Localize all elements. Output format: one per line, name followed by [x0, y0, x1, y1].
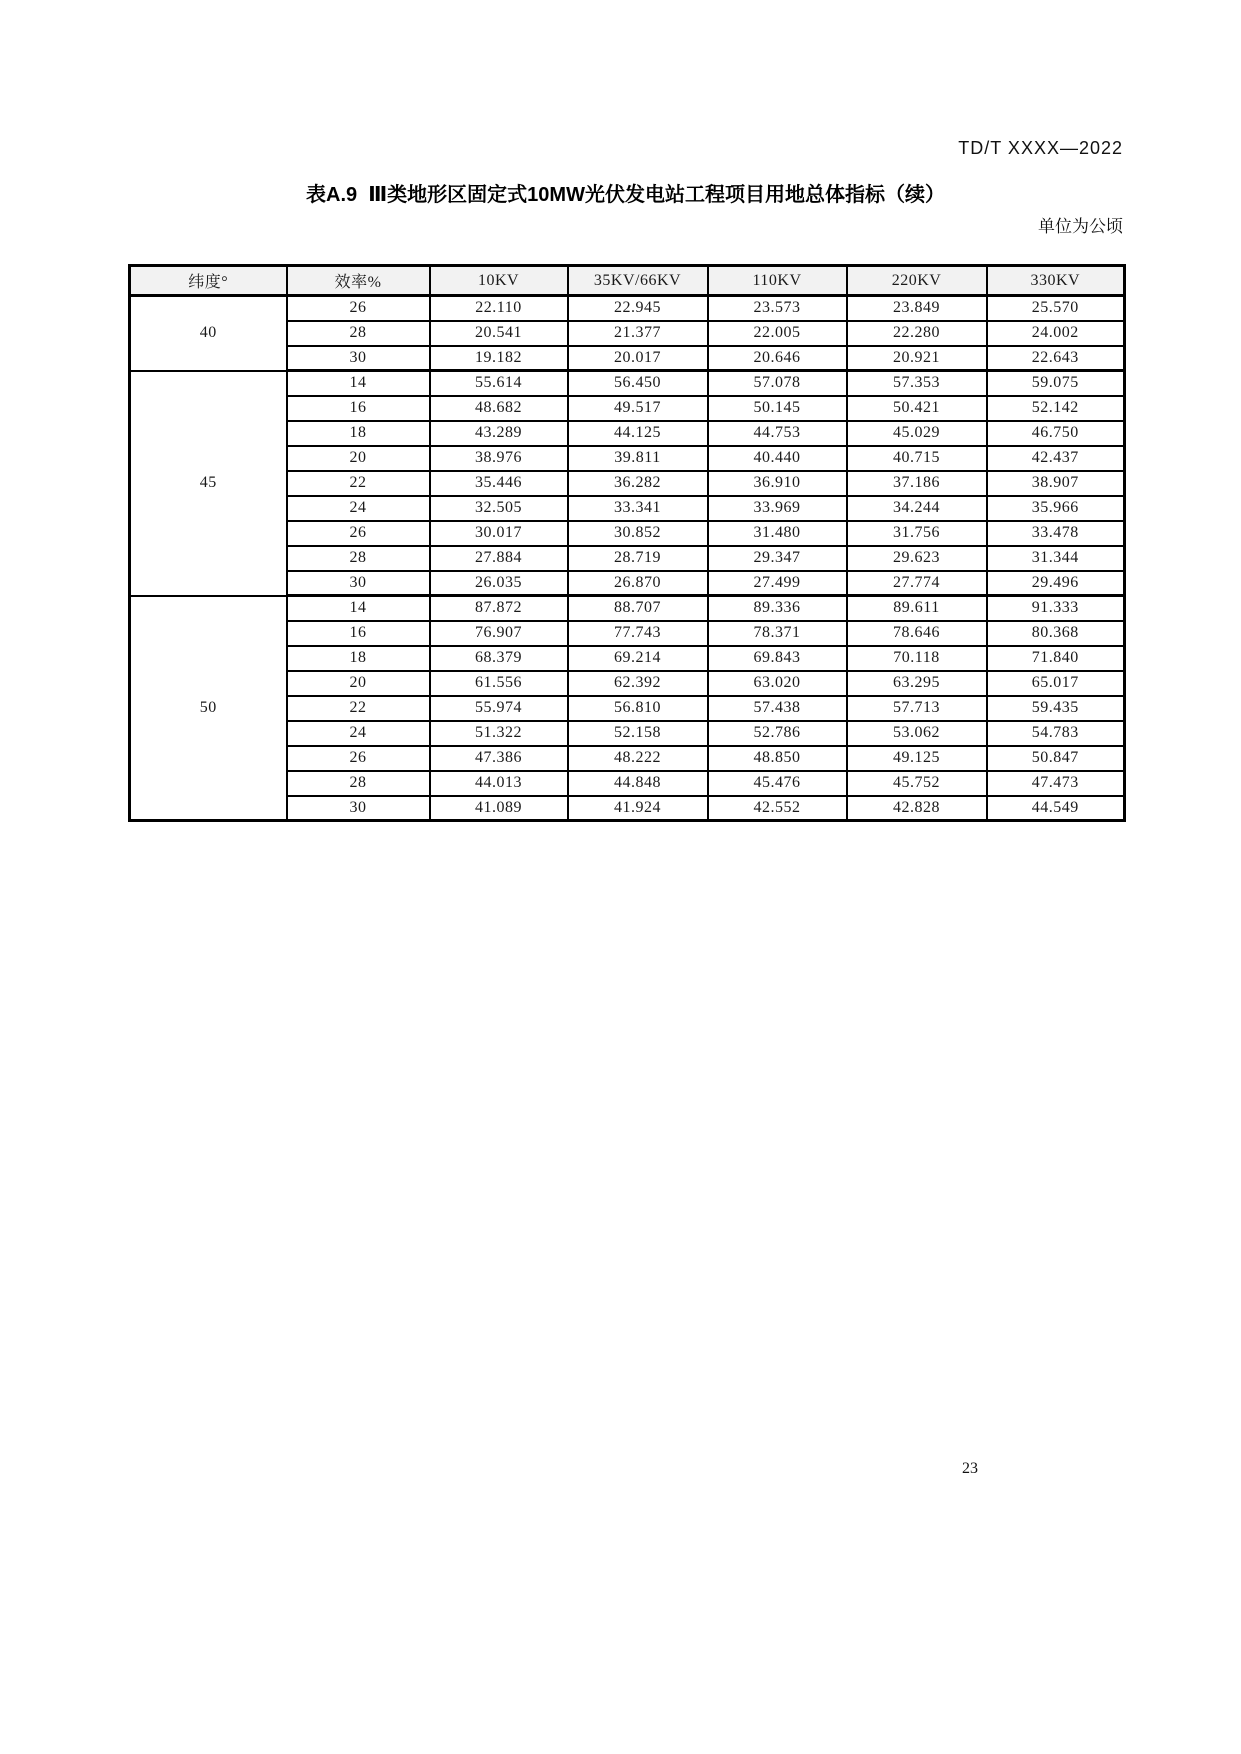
value-cell: 52.142 [987, 396, 1125, 421]
efficiency-cell: 26 [287, 296, 430, 321]
value-cell: 65.017 [987, 671, 1125, 696]
table-row [130, 296, 1125, 321]
value-cell: 50.421 [847, 396, 987, 421]
efficiency-cell: 26 [287, 521, 430, 546]
value-cell: 69.214 [568, 646, 708, 671]
efficiency-cell: 20 [287, 671, 430, 696]
value-cell: 44.549 [987, 796, 1125, 821]
value-cell: 59.435 [987, 696, 1125, 721]
value-cell: 44.125 [568, 421, 708, 446]
value-cell: 49.125 [847, 746, 987, 771]
value-cell: 78.371 [708, 621, 847, 646]
value-cell: 41.924 [568, 796, 708, 821]
efficiency-cell: 30 [287, 571, 430, 596]
indicator-table [128, 264, 1126, 822]
value-cell: 22.945 [568, 296, 708, 321]
value-cell: 50.847 [987, 746, 1125, 771]
value-cell: 87.872 [430, 596, 568, 621]
column-header-3: 35KV/66KV [568, 266, 708, 296]
value-cell: 44.753 [708, 421, 847, 446]
value-cell: 89.611 [847, 596, 987, 621]
value-cell: 42.552 [708, 796, 847, 821]
column-header-5: 220KV [847, 266, 987, 296]
value-cell: 29.347 [708, 546, 847, 571]
value-cell: 41.089 [430, 796, 568, 821]
value-cell: 61.556 [430, 671, 568, 696]
value-cell: 91.333 [987, 596, 1125, 621]
value-cell: 78.646 [847, 621, 987, 646]
value-cell: 23.573 [708, 296, 847, 321]
value-cell: 54.783 [987, 721, 1125, 746]
value-cell: 30.017 [430, 521, 568, 546]
value-cell: 22.110 [430, 296, 568, 321]
value-cell: 27.884 [430, 546, 568, 571]
efficiency-cell: 24 [287, 721, 430, 746]
value-cell: 48.222 [568, 746, 708, 771]
value-cell: 47.386 [430, 746, 568, 771]
value-cell: 55.614 [430, 371, 568, 396]
table-title: 表A.9 Ⅲ类地形区固定式10MW光伏发电站工程项目用地总体指标（续） [306, 184, 945, 206]
value-cell: 71.840 [987, 646, 1125, 671]
latitude-cell: 45 [130, 371, 287, 596]
value-cell: 26.035 [430, 571, 568, 596]
value-cell: 43.289 [430, 421, 568, 446]
efficiency-cell: 24 [287, 496, 430, 521]
value-cell: 22.280 [847, 321, 987, 346]
value-cell: 56.450 [568, 371, 708, 396]
efficiency-cell: 26 [287, 746, 430, 771]
value-cell: 20.646 [708, 346, 847, 371]
value-cell: 38.907 [987, 471, 1125, 496]
latitude-cell: 50 [130, 596, 287, 821]
value-cell: 39.811 [568, 446, 708, 471]
value-cell: 70.118 [847, 646, 987, 671]
value-cell: 19.182 [430, 346, 568, 371]
value-cell: 68.379 [430, 646, 568, 671]
value-cell: 63.020 [708, 671, 847, 696]
value-cell: 42.437 [987, 446, 1125, 471]
value-cell: 36.910 [708, 471, 847, 496]
value-cell: 57.353 [847, 371, 987, 396]
value-cell: 23.849 [847, 296, 987, 321]
efficiency-cell: 16 [287, 396, 430, 421]
table-header-row [130, 266, 1125, 296]
value-cell: 35.446 [430, 471, 568, 496]
value-cell: 80.368 [987, 621, 1125, 646]
value-cell: 26.870 [568, 571, 708, 596]
efficiency-cell: 30 [287, 346, 430, 371]
value-cell: 36.282 [568, 471, 708, 496]
efficiency-cell: 22 [287, 471, 430, 496]
value-cell: 62.392 [568, 671, 708, 696]
value-cell: 33.969 [708, 496, 847, 521]
value-cell: 44.013 [430, 771, 568, 796]
value-cell: 47.473 [987, 771, 1125, 796]
value-cell: 49.517 [568, 396, 708, 421]
page-number: 23 [962, 1460, 978, 1477]
value-cell: 45.029 [847, 421, 987, 446]
value-cell: 29.496 [987, 571, 1125, 596]
value-cell: 63.295 [847, 671, 987, 696]
value-cell: 48.682 [430, 396, 568, 421]
efficiency-cell: 14 [287, 596, 430, 621]
value-cell: 55.974 [430, 696, 568, 721]
column-header-1: 效率% [287, 266, 430, 296]
value-cell: 48.850 [708, 746, 847, 771]
value-cell: 20.921 [847, 346, 987, 371]
value-cell: 50.145 [708, 396, 847, 421]
value-cell: 53.062 [847, 721, 987, 746]
value-cell: 88.707 [568, 596, 708, 621]
value-cell: 57.438 [708, 696, 847, 721]
value-cell: 57.713 [847, 696, 987, 721]
value-cell: 33.478 [987, 521, 1125, 546]
value-cell: 31.480 [708, 521, 847, 546]
value-cell: 89.336 [708, 596, 847, 621]
value-cell: 33.341 [568, 496, 708, 521]
value-cell: 59.075 [987, 371, 1125, 396]
value-cell: 25.570 [987, 296, 1125, 321]
value-cell: 42.828 [847, 796, 987, 821]
latitude-cell: 40 [130, 296, 287, 371]
column-header-2: 10KV [430, 266, 568, 296]
value-cell: 45.752 [847, 771, 987, 796]
value-cell: 34.244 [847, 496, 987, 521]
value-cell: 35.966 [987, 496, 1125, 521]
value-cell: 46.750 [987, 421, 1125, 446]
unit-note: 单位为公顷 [1038, 217, 1123, 236]
efficiency-cell: 28 [287, 321, 430, 346]
value-cell: 27.774 [847, 571, 987, 596]
table-row [130, 371, 1125, 396]
efficiency-cell: 14 [287, 371, 430, 396]
value-cell: 52.786 [708, 721, 847, 746]
value-cell: 44.848 [568, 771, 708, 796]
value-cell: 40.440 [708, 446, 847, 471]
value-cell: 76.907 [430, 621, 568, 646]
value-cell: 21.377 [568, 321, 708, 346]
efficiency-cell: 18 [287, 646, 430, 671]
value-cell: 22.643 [987, 346, 1125, 371]
value-cell: 24.002 [987, 321, 1125, 346]
efficiency-cell: 20 [287, 446, 430, 471]
value-cell: 27.499 [708, 571, 847, 596]
column-header-6: 330KV [987, 266, 1125, 296]
efficiency-cell: 30 [287, 796, 430, 821]
value-cell: 38.976 [430, 446, 568, 471]
doc-code: TD/T XXXX—2022 [958, 138, 1123, 158]
value-cell: 52.158 [568, 721, 708, 746]
value-cell: 20.541 [430, 321, 568, 346]
value-cell: 37.186 [847, 471, 987, 496]
value-cell: 40.715 [847, 446, 987, 471]
column-header-0: 纬度° [130, 266, 287, 296]
efficiency-cell: 18 [287, 421, 430, 446]
value-cell: 69.843 [708, 646, 847, 671]
value-cell: 57.078 [708, 371, 847, 396]
value-cell: 31.344 [987, 546, 1125, 571]
efficiency-cell: 22 [287, 696, 430, 721]
value-cell: 28.719 [568, 546, 708, 571]
table-row [130, 596, 1125, 621]
value-cell: 29.623 [847, 546, 987, 571]
value-cell: 77.743 [568, 621, 708, 646]
value-cell: 45.476 [708, 771, 847, 796]
value-cell: 20.017 [568, 346, 708, 371]
value-cell: 31.756 [847, 521, 987, 546]
value-cell: 32.505 [430, 496, 568, 521]
value-cell: 22.005 [708, 321, 847, 346]
efficiency-cell: 16 [287, 621, 430, 646]
value-cell: 56.810 [568, 696, 708, 721]
column-header-4: 110KV [708, 266, 847, 296]
efficiency-cell: 28 [287, 546, 430, 571]
value-cell: 30.852 [568, 521, 708, 546]
value-cell: 51.322 [430, 721, 568, 746]
efficiency-cell: 28 [287, 771, 430, 796]
